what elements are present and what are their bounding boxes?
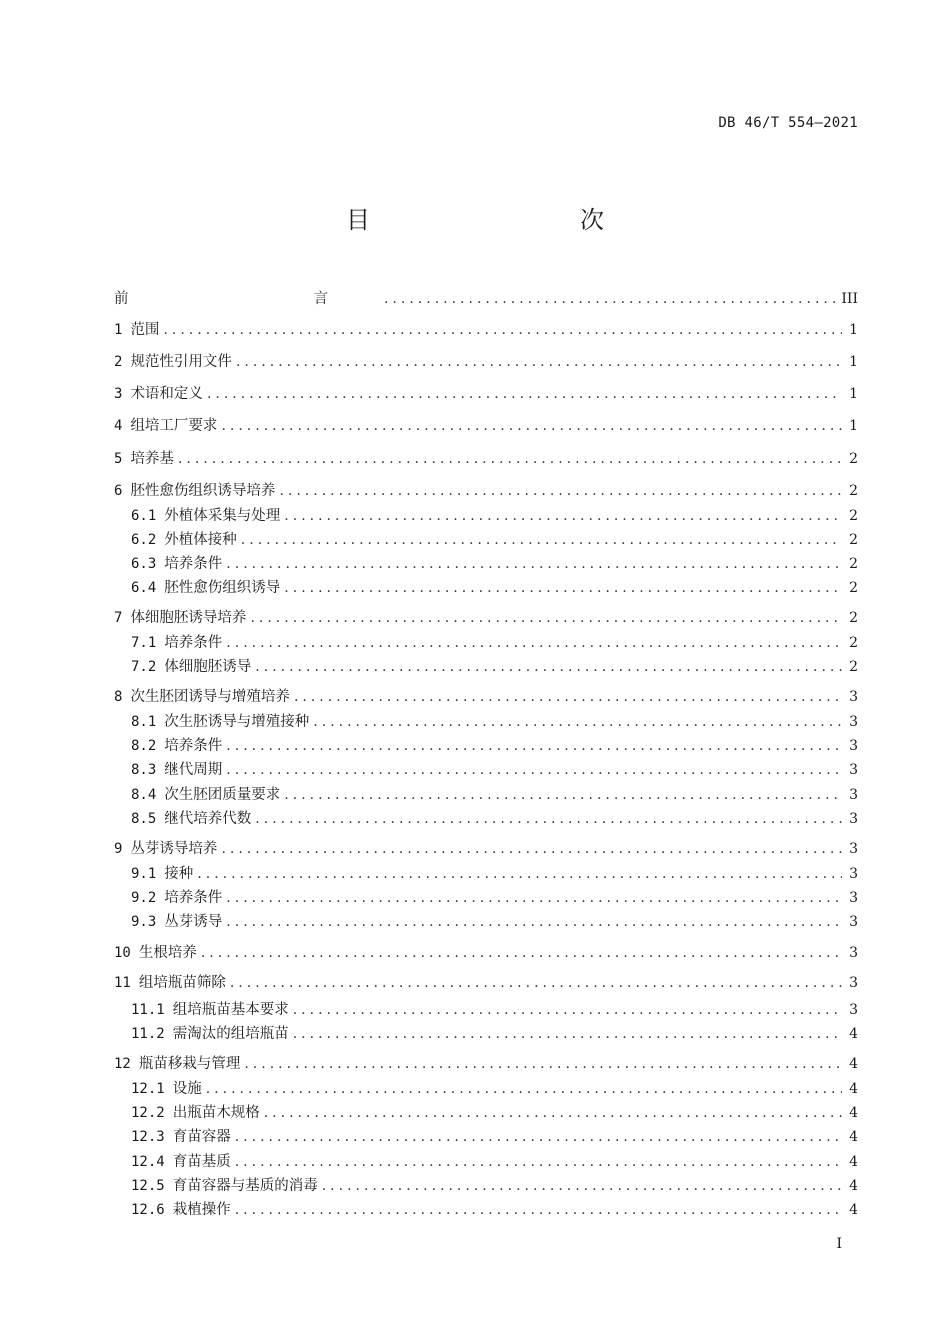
toc-subentry[interactable]	[131, 887, 858, 909]
toc-entry[interactable]	[114, 288, 858, 310]
toc-entry-label	[131, 911, 226, 933]
toc-dot-leader	[294, 686, 842, 708]
toc-dot-leader	[255, 808, 842, 830]
toc-subentry[interactable]	[131, 1151, 858, 1173]
toc-entry-number: 2	[114, 354, 123, 370]
toc-entry[interactable]	[114, 607, 858, 629]
toc-entry-text: 体细胞胚诱导培养	[130, 610, 247, 626]
toc-entry-text: 出瓶苗木规格	[172, 1105, 260, 1121]
toc-entry-number: 6.1	[131, 508, 157, 524]
toc-entry-label	[131, 784, 284, 806]
page-title: 目 次	[346, 206, 658, 234]
toc-entry[interactable]	[114, 319, 858, 341]
toc-page-number: 4	[849, 1154, 858, 1170]
toc-entry-number: 12.3	[131, 1129, 165, 1145]
toc-entry-label	[131, 759, 226, 781]
toc-entry-label	[131, 1175, 322, 1197]
toc-entry[interactable]	[114, 383, 858, 405]
toc-entry-number: 12	[114, 1056, 131, 1072]
toc-dot-leader	[313, 711, 842, 733]
toc-entry[interactable]	[114, 448, 858, 470]
toc-subentry[interactable]	[131, 577, 858, 599]
toc-dot-leader	[284, 505, 842, 527]
toc-entry-text: 瓶苗移栽与管理	[138, 1056, 241, 1072]
toc-dot-leader	[221, 838, 842, 860]
toc-entry-label	[131, 1199, 235, 1221]
toc-entry-text: 术语和定义	[130, 386, 203, 402]
toc-entry[interactable]	[114, 351, 858, 373]
toc-entry-number: 11.2	[131, 1026, 165, 1042]
toc-entry-text: 组培瓶苗基本要求	[172, 1002, 289, 1018]
toc-entry-text: 组培工厂要求	[130, 418, 218, 434]
toc-page-number: 3	[849, 890, 858, 906]
toc-subentry[interactable]	[131, 553, 858, 575]
toc-entry-label	[131, 887, 226, 909]
toc-entry-number: 8.2	[131, 738, 157, 754]
toc-subentry[interactable]	[131, 1023, 858, 1045]
toc-entry-text: 丛芽诱导培养	[130, 841, 218, 857]
toc-entry[interactable]	[114, 838, 858, 860]
toc-entry-label	[131, 505, 284, 527]
toc-entry-number: 8.3	[131, 762, 157, 778]
toc-page-number: 2	[849, 532, 858, 548]
toc-entry-label	[131, 1078, 206, 1100]
toc-entry-label	[131, 735, 226, 757]
toc-subentry[interactable]	[131, 863, 858, 885]
toc-entry-label	[114, 415, 221, 437]
toc-entry-label	[114, 607, 250, 629]
toc-subentry[interactable]	[131, 529, 858, 551]
toc-entry-label	[131, 632, 226, 654]
toc-entry-number: 9.2	[131, 890, 157, 906]
toc-subentry[interactable]	[131, 999, 858, 1021]
toc-entry[interactable]	[114, 1053, 858, 1075]
toc-entry-text: 培养条件	[164, 890, 223, 906]
toc-page-number: 3	[849, 866, 858, 882]
toc-entry-text: 需淘汰的组培瓶苗	[172, 1026, 289, 1042]
toc-page-number: 3	[849, 975, 858, 991]
toc-dot-leader	[284, 577, 842, 599]
toc-entry-number: 12.5	[131, 1178, 165, 1194]
toc-page-number: 1	[849, 322, 858, 338]
toc-page-number: 4	[849, 1081, 858, 1097]
toc-entry-number: 6.4	[131, 580, 157, 596]
toc-entry-number: 6.3	[131, 556, 157, 572]
toc-page-number: 3	[849, 762, 858, 778]
toc-subentry[interactable]	[131, 711, 858, 733]
toc-subentry[interactable]	[131, 911, 858, 933]
toc-entry[interactable]	[114, 942, 858, 964]
toc-dot-leader	[226, 632, 842, 654]
toc-entry-label: 前 言	[114, 291, 380, 307]
toc-page-number: 2	[849, 556, 858, 572]
toc-entry-number: 1	[114, 322, 123, 338]
page-number: I	[836, 1236, 842, 1252]
toc-entry-text: 育苗容器与基质的消毒	[172, 1178, 318, 1194]
toc-dot-leader	[221, 415, 842, 437]
toc-entry-number: 12.4	[131, 1154, 165, 1170]
toc-entry[interactable]	[114, 480, 858, 502]
toc-page-number: 1	[849, 354, 858, 370]
toc-entry-number: 11	[114, 975, 131, 991]
toc-entry-label	[114, 351, 236, 373]
toc-dot-leader	[279, 480, 842, 502]
toc-entry-number: 3	[114, 386, 123, 402]
toc-entry-label	[114, 972, 230, 994]
toc-entry-text: 次生胚团质量要求	[164, 787, 281, 803]
toc-entry-label	[114, 319, 163, 341]
toc-dot-leader	[264, 1102, 842, 1124]
toc-entry-label	[114, 448, 178, 470]
toc-entry-text: 培养条件	[164, 556, 223, 572]
toc-subentry[interactable]	[131, 505, 858, 527]
toc-dot-leader	[255, 656, 842, 678]
toc-subentry[interactable]	[131, 759, 858, 781]
toc-entry-text: 继代培养代数	[164, 811, 252, 827]
toc-page-number: 3	[849, 714, 858, 730]
toc-subentry[interactable]	[131, 808, 858, 830]
toc-entry-number: 8	[114, 689, 123, 705]
toc-page-number: 2	[849, 483, 858, 499]
toc-page-number: 3	[849, 689, 858, 705]
toc-entry-label	[114, 838, 221, 860]
toc-dot-leader	[201, 942, 842, 964]
toc-dot-leader	[178, 448, 842, 470]
toc-page-number: 4	[849, 1026, 858, 1042]
toc-subentry[interactable]	[131, 1078, 858, 1100]
toc-entry-number: 12.1	[131, 1081, 165, 1097]
toc-entry-number: 7	[114, 610, 123, 626]
toc-dot-leader	[235, 1151, 842, 1173]
toc-entry-label	[131, 577, 284, 599]
toc-entry-text: 组培瓶苗筛除	[138, 975, 226, 991]
toc-page-number: 3	[849, 945, 858, 961]
toc-entry[interactable]	[114, 415, 858, 437]
toc-entry-number: 6	[114, 483, 123, 499]
toc-subentry[interactable]	[131, 1102, 858, 1124]
toc-entry-number: 9.3	[131, 914, 157, 930]
toc-dot-leader	[207, 383, 842, 405]
toc-dot-leader	[384, 288, 835, 310]
toc-dot-leader	[293, 1023, 842, 1045]
toc-dot-leader	[322, 1175, 842, 1197]
toc-entry-number: 4	[114, 418, 123, 434]
toc-subentry[interactable]	[131, 632, 858, 654]
toc-entry-text: 范围	[130, 322, 160, 338]
toc-entry-label	[131, 529, 241, 551]
toc-entry-number: 6.2	[131, 532, 157, 548]
standard-code: DB 46/T 554—2021	[718, 115, 858, 131]
toc-page-number: 2	[849, 580, 858, 596]
toc-page-number: 4	[849, 1129, 858, 1145]
toc-entry-text: 丛芽诱导	[164, 914, 223, 930]
toc-entry-text: 体细胞胚诱导	[164, 659, 252, 675]
toc-dot-leader	[236, 351, 842, 373]
toc-entry-label	[114, 383, 207, 405]
toc-entry-text: 设施	[172, 1081, 202, 1097]
toc-entry-text: 胚性愈伤组织诱导培养	[130, 483, 276, 499]
toc-dot-leader	[250, 607, 842, 629]
toc-page-number: 1	[849, 418, 858, 434]
toc-entry-text: 生根培养	[138, 945, 197, 961]
toc-entry-label	[131, 711, 313, 733]
toc-page-number: 2	[849, 610, 858, 626]
toc-page-number: 3	[849, 1002, 858, 1018]
toc-entry-number: 9.1	[131, 866, 157, 882]
toc-entry[interactable]	[114, 972, 858, 994]
toc-dot-leader	[244, 1053, 842, 1075]
toc-dot-leader	[226, 759, 842, 781]
toc-entry-label	[131, 1102, 264, 1124]
toc-page-number: 4	[849, 1105, 858, 1121]
toc-page-number: 4	[849, 1178, 858, 1194]
toc-entry-label	[131, 1126, 235, 1148]
toc-entry-label	[131, 808, 255, 830]
toc-entry-text: 次生胚团诱导与增殖培养	[130, 689, 290, 705]
toc-dot-leader	[235, 1199, 842, 1221]
toc-page-number: 3	[849, 811, 858, 827]
toc-entry-text: 外植体接种	[164, 532, 237, 548]
toc-entry-label	[131, 656, 255, 678]
toc-entry-label	[131, 999, 293, 1021]
toc-subentry[interactable]	[131, 784, 858, 806]
toc-entry-number: 10	[114, 945, 131, 961]
toc-entry-text: 栽植操作	[172, 1202, 231, 1218]
toc-entry-label	[114, 480, 279, 502]
toc-entry-text: 继代周期	[164, 762, 223, 778]
toc-entry-number: 12.6	[131, 1202, 165, 1218]
toc-entry-text: 培养基	[130, 451, 174, 467]
toc-page-number: 3	[849, 914, 858, 930]
toc-dot-leader	[206, 1078, 842, 1100]
toc-subentry[interactable]	[131, 735, 858, 757]
toc-entry-label	[131, 553, 226, 575]
toc-entry-text: 外植体采集与处理	[164, 508, 281, 524]
toc-entry-text: 育苗基质	[172, 1154, 231, 1170]
toc-page-number: 2	[849, 659, 858, 675]
toc-entry-number: 5	[114, 451, 123, 467]
toc-page-number: 3	[849, 841, 858, 857]
toc-entry-number: 11.1	[131, 1002, 165, 1018]
toc-entry-number: 9	[114, 841, 123, 857]
toc-dot-leader	[226, 887, 842, 909]
toc-entry-text: 规范性引用文件	[130, 354, 232, 370]
toc-dot-leader	[197, 863, 842, 885]
toc-dot-leader	[230, 972, 842, 994]
toc-entry-text: 培养条件	[164, 738, 223, 754]
toc-entry-text: 培养条件	[164, 635, 223, 651]
toc-subentry[interactable]	[131, 1175, 858, 1197]
toc-entry-number: 8.5	[131, 811, 157, 827]
toc-dot-leader	[284, 784, 842, 806]
toc-entry-number: 7.2	[131, 659, 157, 675]
toc-entry-text: 育苗容器	[172, 1129, 231, 1145]
toc-page-number: 4	[849, 1056, 858, 1072]
toc-entry[interactable]	[114, 686, 858, 708]
toc-entry-label	[114, 942, 201, 964]
toc-subentry[interactable]	[131, 656, 858, 678]
toc-subentry[interactable]	[131, 1199, 858, 1221]
toc-dot-leader	[293, 999, 842, 1021]
toc-page-number: 3	[849, 738, 858, 754]
toc-entry-number: 8.1	[131, 714, 157, 730]
toc-page-number: 3	[849, 787, 858, 803]
toc-entry-label	[114, 1053, 244, 1075]
toc-entry-label	[114, 686, 294, 708]
toc-page-number: 2	[849, 635, 858, 651]
toc-entry-text: 次生胚诱导与增殖接种	[164, 714, 310, 730]
toc-dot-leader	[241, 529, 842, 551]
toc-dot-leader	[226, 735, 842, 757]
toc-entry-number: 7.1	[131, 635, 157, 651]
toc-dot-leader	[226, 553, 842, 575]
toc-dot-leader	[235, 1126, 842, 1148]
toc-entry-label	[131, 1151, 235, 1173]
toc-dot-leader	[226, 911, 842, 933]
toc-dot-leader	[163, 319, 842, 341]
toc-page-number: 4	[849, 1202, 858, 1218]
toc-entry-label	[131, 1023, 293, 1045]
toc-page-number: 2	[849, 451, 858, 467]
toc-entry-number: 8.4	[131, 787, 157, 803]
toc-entry-text: 胚性愈伤组织诱导	[164, 580, 281, 596]
toc-subentry[interactable]	[131, 1126, 858, 1148]
toc-entry-text: 接种	[164, 866, 194, 882]
toc-page-number: 2	[849, 508, 858, 524]
toc-page-number: 1	[849, 386, 858, 402]
toc-page-number: III	[841, 291, 858, 307]
toc-entry-number: 12.2	[131, 1105, 165, 1121]
toc-entry-label	[131, 863, 197, 885]
